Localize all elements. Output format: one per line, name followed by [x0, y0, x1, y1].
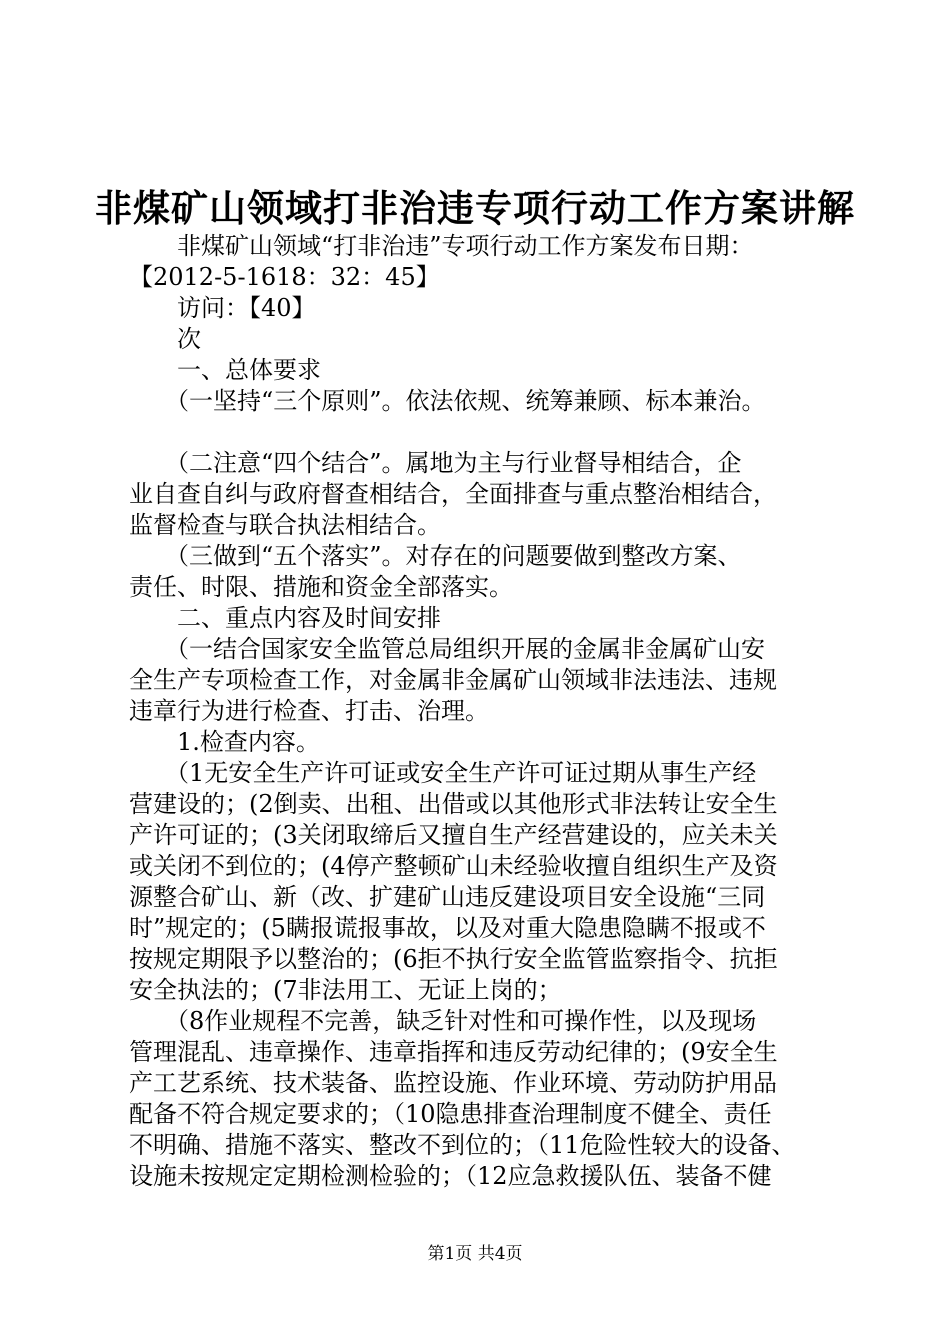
body-line: 1.检查内容。: [129, 728, 320, 756]
section-heading: 一、总体要求: [129, 356, 321, 384]
body-line: （8作业规程不完善，缺乏针对性和可操作性，以及现场: [129, 1007, 757, 1035]
body-line: 次: [129, 325, 201, 353]
body-line: 监督检查与联合执法相结合。: [129, 511, 441, 539]
section-heading: 二、重点内容及时间安排: [129, 604, 441, 632]
body-line: 产许可证的；(3关闭取缔后又擅自生产经营建设的，应关未关: [129, 821, 778, 849]
body-line: 时”规定的；(5瞒报谎报事故，以及对重大隐患隐瞒不报或不: [129, 914, 766, 942]
body-line: 违章行为进行检查、打击、治理。: [129, 697, 489, 725]
body-line: 访问：【40】: [129, 294, 316, 322]
body-line: （一结合国家安全监管总局组织开展的金属非金属矿山安: [129, 635, 765, 663]
body-line: （三做到“五个落实”。对存在的问题要做到整改方案、: [129, 542, 742, 570]
document-title: 非煤矿山领域打非治违专项行动工作方案讲解: [95, 186, 855, 230]
body-line: 非煤矿山领域“打非治违”专项行动工作方案发布日期：: [129, 232, 754, 260]
body-line: 业自查自纠与政府督查相结合，全面排查与重点整治相结合，: [129, 480, 777, 508]
body-line: 安全执法的；(7非法用工、无证上岗的；: [129, 976, 562, 1004]
body-line: 产工艺系统、技术装备、监控设施、作业环境、劳动防护用品: [129, 1069, 777, 1097]
body-line: 源整合矿山、新（改、扩建矿山违反建设项目安全设施“三同: [129, 883, 766, 911]
body-line: （1无安全生产许可证或安全生产许可证过期从事生产经: [129, 759, 757, 787]
body-line: 或关闭不到位的；(4停产整顿矿山未经验收擅自组织生产及资: [129, 852, 778, 880]
body-line: 按规定期限予以整治的；(6拒不执行安全监管监察指令、抗拒: [129, 945, 778, 973]
body-line: （二注意“四个结合”。属地为主与行业督导相结合，企: [129, 449, 742, 477]
body-line: （一坚持“三个原则”。依法依规、统筹兼顾、标本兼治。: [129, 387, 766, 415]
page-number-footer: 第1页 共4页: [427, 1244, 523, 1264]
document-body: [129, 231, 835, 1192]
body-line: 全生产专项检查工作，对金属非金属矿山领域非法违法、违规: [129, 666, 777, 694]
body-line: 配备不符合规定要求的；（10隐患排查治理制度不健全、责任: [129, 1100, 772, 1128]
body-line: 责任、时限、措施和资金全部落实。: [129, 573, 513, 601]
body-line: 不明确、措施不落实、整改不到位的；（11危险性较大的设备、: [129, 1131, 796, 1159]
body-line: 营建设的；(2倒卖、出租、出借或以其他形式非法转让安全生: [129, 790, 778, 818]
body-line: 设施未按规定定期检测检验的；（12应急救援队伍、装备不健: [129, 1162, 772, 1190]
body-line: 管理混乱、违章操作、违章指挥和违反劳动纪律的；(9安全生: [129, 1038, 778, 1066]
body-line: 【2012-5-1618：32：45】: [129, 263, 440, 291]
blank-line: [129, 417, 835, 448]
